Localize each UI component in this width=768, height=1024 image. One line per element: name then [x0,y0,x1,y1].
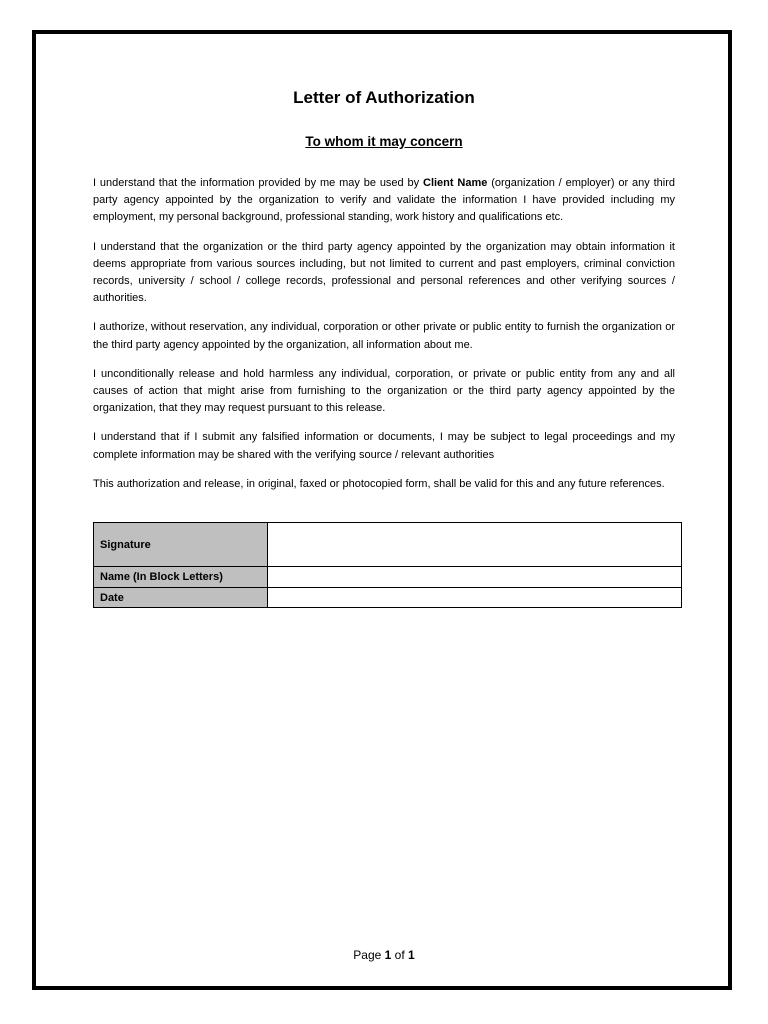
of-word: of [394,948,405,962]
paragraph-usage-consent [93,175,675,227]
name-row [94,567,682,588]
paragraph-information-sources: I understand that the organization or the third party agency appointed by the organization may obtain information it deems appropriate from various sources including, but not limited to current and past employers, criminal conviction records, university / school / college records, professional and personal references and other verifying sources / authorities. [93,240,675,305]
client-name-placeholder: Client Name [423,177,488,189]
name-field[interactable] [268,567,682,588]
date-field[interactable] [268,588,682,608]
paragraph-usage-consent-end: (organization / employer) or any third party agency appointed by the organization to verify and validate the information I have provided including my employment, my personal background, professional standing, work history and qualifications etc. [93,177,675,224]
paragraph-falsified-information: I understand that if I submit any falsified information or documents, I may be subject to legal proceedings and my complete information may be shared with the verifying source / relevant authorities [93,431,675,461]
current-page-number: 1 [384,948,392,962]
document-body [93,175,675,505]
date-label: Date [94,588,268,608]
signature-row [94,523,682,567]
name-label: Name (In Block Letters) [94,567,268,588]
date-row [94,588,682,608]
paragraph-authorization: I authorize, without reservation, any individual, corporation or other private or public entity to furnish the organization or the third party agency appointed by the organization, all information about me. [93,321,675,351]
total-page-count: 1 [408,948,415,962]
signature-table [93,522,682,608]
paragraph-validity: This authorization and release, in original, faxed or photocopied form, shall be valid for this and any future references. [93,477,665,490]
signature-field[interactable] [268,523,682,567]
page-border [32,30,732,990]
document-title: Letter of Authorization [293,88,475,107]
page-word: Page [353,948,382,962]
paragraph-usage-consent-start: I understand that the information provided by me may be used by [93,177,423,189]
signature-label: Signature [94,523,268,567]
document-subtitle: To whom it may concern [305,134,463,149]
page-number-footer [0,948,768,962]
paragraph-release: I unconditionally release and hold harmless any individual, corporation, or private or public entity from any and all causes of action that might arise from furnishing to the organization or the third party agency appointed by the organization, that they may request pursuant to this release. [93,367,675,415]
